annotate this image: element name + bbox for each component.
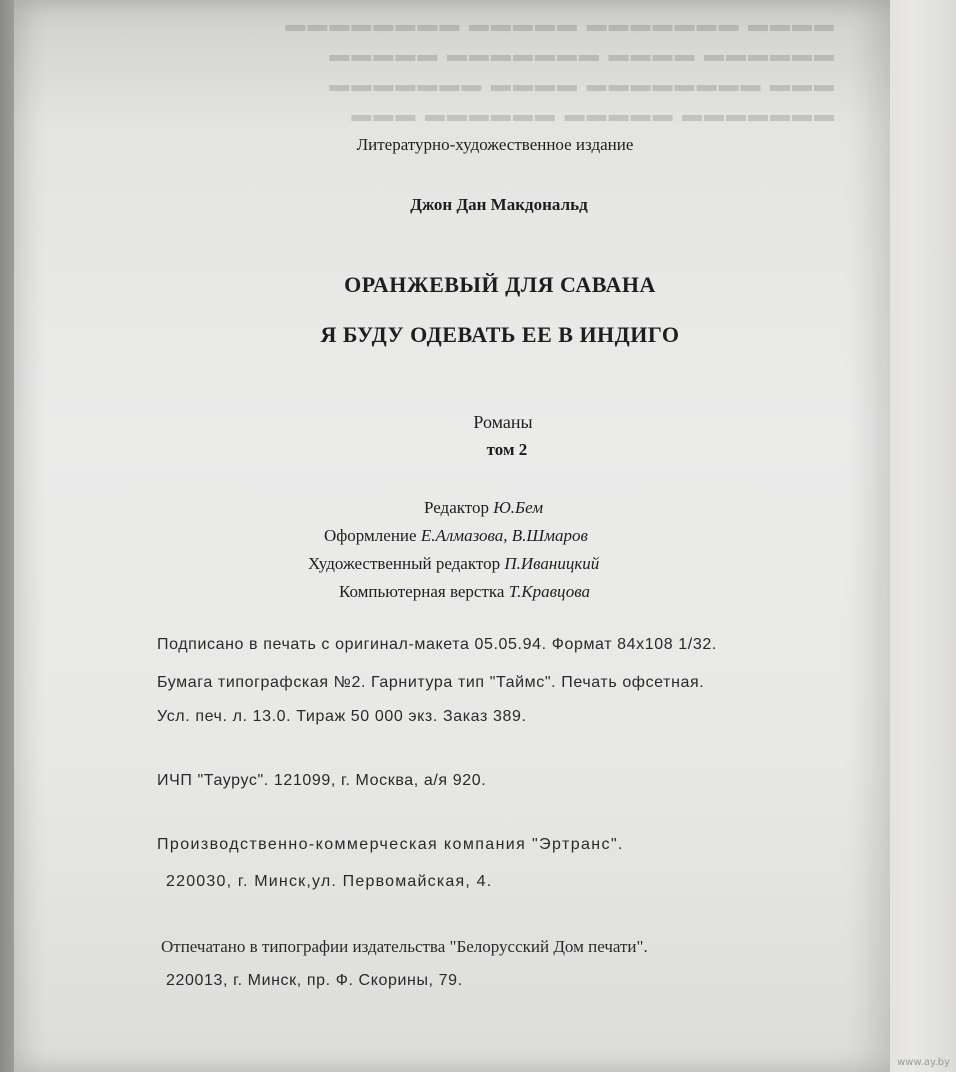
- volume-label: том 2: [486, 440, 528, 459]
- imprint-print-line-2: Бумага типографская №2. Гарнитура тип "Таймс". Печать офсетная.: [157, 674, 705, 691]
- series-label: Литературно-художественное издание: [356, 135, 634, 154]
- author-name: Джон Дан Макдональд: [410, 195, 588, 214]
- credit-person: Ю.Бем: [493, 498, 544, 517]
- credit-person: Е.Алмазова, В.Шмаров: [420, 526, 588, 545]
- credit-layout: [339, 582, 590, 602]
- credit-role: Художественный редактор: [308, 554, 501, 573]
- book-page: [14, 0, 890, 1072]
- imprint-print-line-3: Усл. печ. л. 13.0. Тираж 50 000 экз. Заказ 389.: [157, 708, 527, 725]
- credit-role: Компьютерная верстка: [339, 582, 505, 601]
- imprint-printer-name: Отпечатано в типографии издательства "Белорусский Дом печати".: [161, 937, 648, 956]
- credit-art-editor: [308, 554, 599, 574]
- credit-editor: [424, 498, 543, 518]
- book-title-1: ОРАНЖЕВЫЙ ДЛЯ САВАНА: [344, 272, 656, 297]
- imprint-company-address: 220030, г. Минск,ул. Первомайская, 4.: [166, 873, 493, 890]
- bleed-through-text: ▬▬▬▬ ▬▬▬▬▬▬▬ ▬▬▬▬▬ ▬▬▬▬▬▬▬▬ ▬▬▬▬▬▬ ▬▬▬▬ ▬▬▬▬▬▬▬ ▬▬▬▬▬ ▬▬▬ ▬▬▬▬▬▬▬▬ ▬▬▬▬ ▬▬▬▬▬▬▬ ▬▬▬▬▬▬▬ ▬▬▬▬▬ ▬▬▬▬▬▬ ▬▬▬: [283, 14, 834, 126]
- genre-label: Романы: [473, 412, 533, 432]
- credit-role: Редактор: [424, 498, 489, 517]
- credit-design: [324, 526, 588, 546]
- imprint-printer-address: 220013, г. Минск, пр. Ф. Скорины, 79.: [166, 972, 463, 989]
- imprint-print-line-1: Подписано в печать с оригинал-макета 05.05.94. Формат 84х108 1/32.: [157, 636, 717, 653]
- watermark: www.ay.by: [897, 1057, 950, 1068]
- imprint-publisher: ИЧП "Таурус". 121099, г. Москва, а/я 920.: [157, 772, 487, 789]
- imprint-company-name: Производственно-коммерческая компания "Эртранс".: [157, 836, 624, 853]
- book-title-2: Я БУДУ ОДЕВАТЬ ЕЕ В ИНДИГО: [320, 322, 680, 347]
- credit-person: П.Иваницкий: [504, 554, 600, 573]
- credit-role: Оформление: [324, 526, 417, 545]
- credit-person: Т.Кравцова: [508, 582, 590, 601]
